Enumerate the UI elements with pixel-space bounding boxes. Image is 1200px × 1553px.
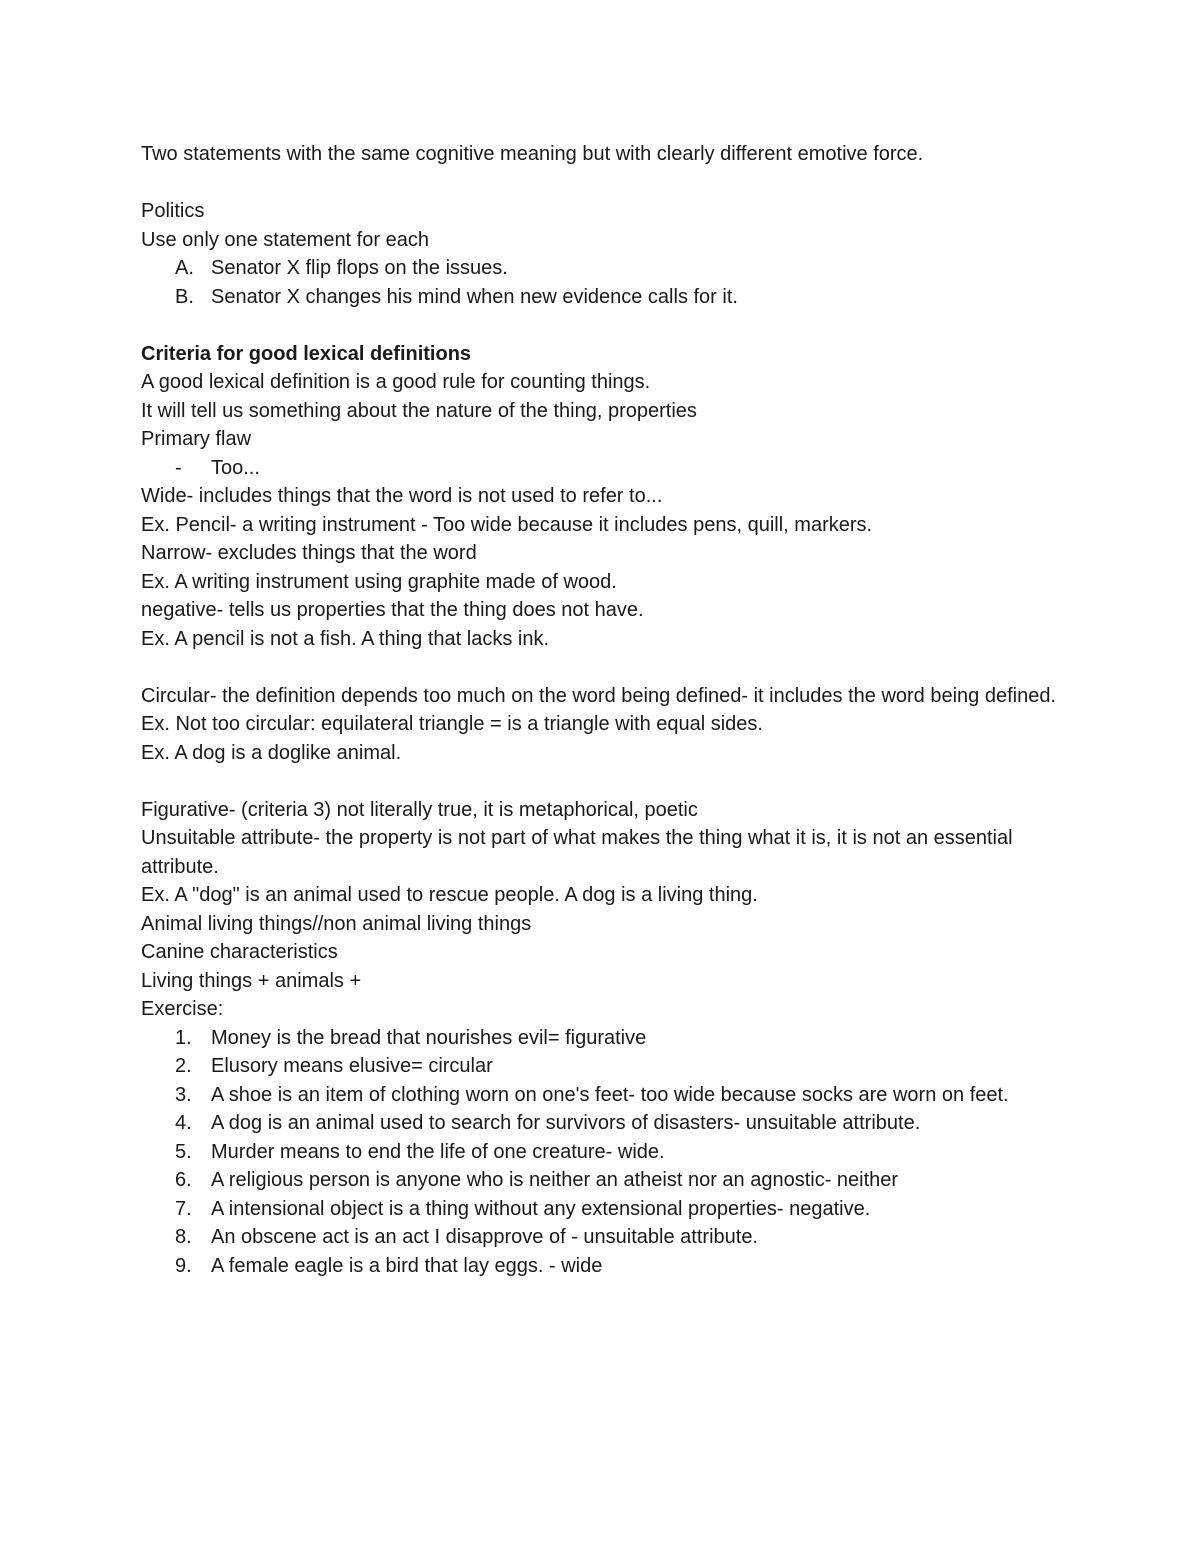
statement-item-b xyxy=(141,283,1061,312)
exercise-item xyxy=(141,1024,1061,1053)
list-marker: 1. xyxy=(175,1026,192,1049)
list-marker: 7. xyxy=(175,1197,192,1220)
paragraph-line: A good lexical definition is a good rule for counting things. xyxy=(141,371,651,393)
paragraph-line: It will tell us something about the nature of the thing, properties xyxy=(141,399,697,422)
exercise-item xyxy=(141,1252,1061,1281)
section-heading: Criteria for good lexical definitions xyxy=(141,342,472,365)
list-item-text: A female eagle is a bird that lay eggs. - wide xyxy=(211,1254,603,1277)
list-item-text: A dog is an animal used to search for survivors of disasters- unsuitable attribute. xyxy=(211,1112,921,1134)
list-marker: B. xyxy=(175,285,194,308)
paragraph-line: Primary flaw xyxy=(141,428,252,450)
list-item-text: Money is the bread that nourishes evil= figurative xyxy=(211,1026,647,1049)
paragraph-line: Circular- the definition depends too much on the word being defined- it includes the word being defined. xyxy=(141,684,1057,707)
bullet-marker: - xyxy=(175,456,182,479)
blank-line xyxy=(141,311,1061,340)
list-item-text: Senator X flip flops on the issues. xyxy=(211,257,508,279)
paragraph-line: negative- tells us properties that the thing does not have. xyxy=(141,599,644,621)
list-marker: 5. xyxy=(175,1140,192,1163)
exercise-item xyxy=(141,1081,1061,1110)
topic-label: Politics xyxy=(141,200,205,222)
list-item-text: An obscene act is an act I disapprove of - unsuitable attribute. xyxy=(211,1226,758,1248)
paragraph-line: Wide- includes things that the word is not used to refer to... xyxy=(141,485,663,507)
list-item-text: Elusory means elusive= circular xyxy=(211,1055,493,1077)
paragraph-line: Ex. A dog is a doglike animal. xyxy=(141,741,402,764)
list-marker: 6. xyxy=(175,1169,192,1191)
paragraph-line: Ex. Pencil- a writing instrument - Too wide because it includes pens, quill, markers. xyxy=(141,513,873,536)
exercise-item xyxy=(141,1109,1061,1138)
statement-item-a xyxy=(141,254,1061,283)
exercise-item xyxy=(141,1223,1061,1252)
paragraph-line: Ex. A "dog" is an animal used to rescue people. A dog is a living thing. xyxy=(141,884,758,906)
list-item-text: Murder means to end the life of one creature- wide. xyxy=(211,1140,665,1163)
exercise-label: Exercise: xyxy=(141,998,224,1020)
paragraph-line: Narrow- excludes things that the word xyxy=(141,542,477,564)
list-item-text: A intensional object is a thing without any extensional properties- negative. xyxy=(211,1197,871,1220)
list-item-text: A shoe is an item of clothing worn on one's feet- too wide because socks are worn on feet. xyxy=(211,1083,1009,1106)
exercise-item xyxy=(141,1138,1061,1167)
list-item-text: Senator X changes his mind when new evidence calls for it. xyxy=(211,285,738,308)
list-item-text: A religious person is anyone who is neither an atheist nor an agnostic- neither xyxy=(211,1169,899,1191)
document-page xyxy=(141,140,1061,1280)
list-marker: 3. xyxy=(175,1083,192,1106)
paragraph-line: Ex. A pencil is not a fish. A thing that lacks ink. xyxy=(141,627,550,650)
blank-line xyxy=(141,653,1061,682)
list-marker: 2. xyxy=(175,1055,192,1077)
blank-line xyxy=(141,169,1061,198)
paragraph-line: Canine characteristics xyxy=(141,941,338,963)
paragraph-line: Figurative- (criteria 3) not literally true, it is metaphorical, poetic xyxy=(141,798,698,821)
bullet-item xyxy=(141,454,1061,483)
exercise-item xyxy=(141,1195,1061,1224)
list-marker: 4. xyxy=(175,1112,192,1134)
exercise-item xyxy=(141,1166,1061,1195)
exercise-item xyxy=(141,1052,1061,1081)
paragraph-line: Animal living things//non animal living things xyxy=(141,912,532,935)
blank-line xyxy=(141,767,1061,796)
list-marker: A. xyxy=(175,257,194,279)
instruction-text: Use only one statement for each xyxy=(141,228,429,251)
paragraph-line: Ex. A writing instrument using graphite made of wood. xyxy=(141,570,617,593)
paragraph-line: Living things + animals + xyxy=(141,969,362,992)
list-marker: 9. xyxy=(175,1254,192,1277)
paragraph-line: Unsuitable attribute- the property is not part of what makes the thing what it is, it is not an essential attribute. xyxy=(141,827,1013,878)
paragraph-line: Ex. Not too circular: equilateral triangle = is a triangle with equal sides. xyxy=(141,713,763,735)
intro-sentence: Two statements with the same cognitive meaning but with clearly different emotive force. xyxy=(141,143,924,165)
list-marker: 8. xyxy=(175,1226,192,1248)
list-item-text: Too... xyxy=(211,456,260,479)
